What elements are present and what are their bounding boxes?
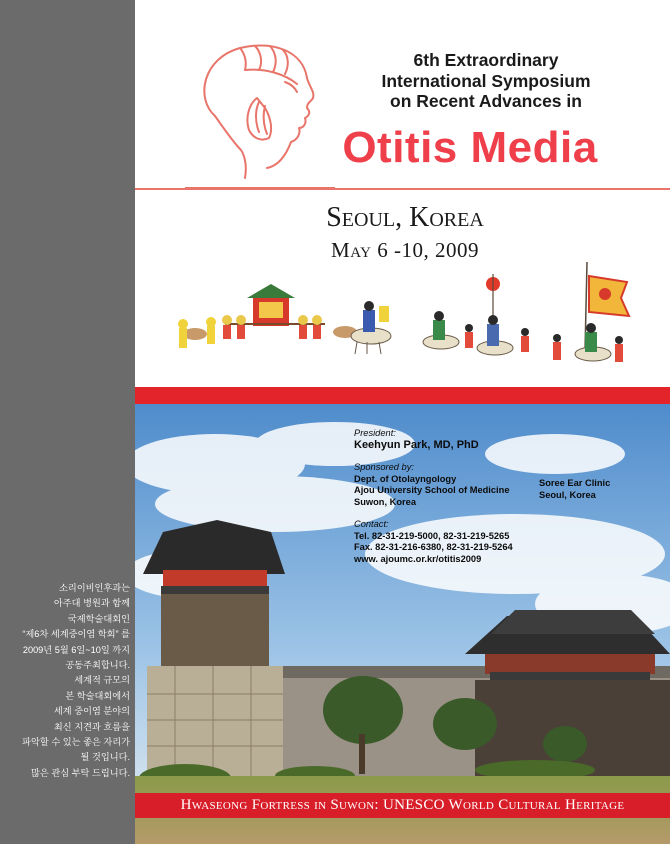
- child-sketch-illustration: [185, 38, 335, 198]
- red-divider-band: [135, 387, 670, 404]
- contact-website-link[interactable]: www. ajoumc.or.kr/otitis2009: [354, 553, 482, 564]
- president-name: Keehyun Park, MD, PhD: [354, 438, 479, 451]
- cosponsor-line: Seoul, Korea: [539, 489, 596, 500]
- sidebar-line: 세계적 규모의: [74, 675, 130, 686]
- title-line: International Symposium: [381, 70, 591, 91]
- sidebar-korean-text: [2, 581, 130, 781]
- sponsor-line: Ajou University School of Medicine: [354, 485, 510, 495]
- president-label: President:: [354, 428, 396, 438]
- sidebar-line: 공동주최합니다.: [65, 660, 130, 671]
- sponsor-line: Suwon, Korea: [354, 496, 416, 507]
- title-line: 6th Extraordinary: [413, 50, 559, 70]
- event-dates: May 6 -10, 2009: [331, 238, 479, 262]
- contact-label: Contact:: [354, 519, 389, 529]
- sidebar-line: 국제학술대회인: [67, 613, 130, 624]
- poster: [135, 0, 670, 844]
- title-line: on Recent Advances in: [390, 91, 582, 111]
- contact-tel: Tel. 82-31-219-5000, 82-31-219-5265: [354, 530, 510, 541]
- cosponsor-block: [539, 478, 649, 501]
- sidebar-line: 파악할 수 있는 좋은 자리가: [22, 737, 130, 748]
- heritage-caption-band: Hwaseong Fortress in Suwon: UNESCO World Cultural Heritage: [135, 793, 670, 818]
- sidebar-line: 본 학술대회에서: [65, 690, 130, 701]
- sidebar-line: 될 것입니다.: [80, 752, 130, 763]
- sponsor-line: Dept. of Otolayngology: [354, 473, 457, 484]
- royal-procession-illustration: [175, 262, 635, 382]
- header-divider: [135, 188, 670, 190]
- contact-fax: Fax. 82-31-216-6380, 82-31-219-5264: [354, 542, 513, 552]
- event-name: Otitis Media: [342, 123, 598, 172]
- sidebar-panel: [0, 0, 135, 844]
- symposium-title: [336, 50, 636, 112]
- sidebar-line: 소리이비인후과는: [58, 583, 130, 593]
- sidebar-line: 2009년 5월 6일~10일 까지: [22, 644, 130, 655]
- sidebar-line: 아주대 병원과 함께: [53, 598, 130, 609]
- sidebar-line: “제6차 세계중이염 학회” 를: [22, 629, 130, 640]
- sidebar-line: 세계 중이염 분야의: [53, 706, 130, 717]
- event-city: Seoul, Korea: [326, 202, 484, 233]
- sidebar-line: 많은 관심 부탁 드립니다.: [31, 767, 130, 778]
- sponsor-label: Sponsored by:: [354, 462, 414, 472]
- sidebar-line: 최신 지견과 흐름을: [53, 721, 130, 732]
- cosponsor-line: Soree Ear Clinic: [539, 478, 611, 488]
